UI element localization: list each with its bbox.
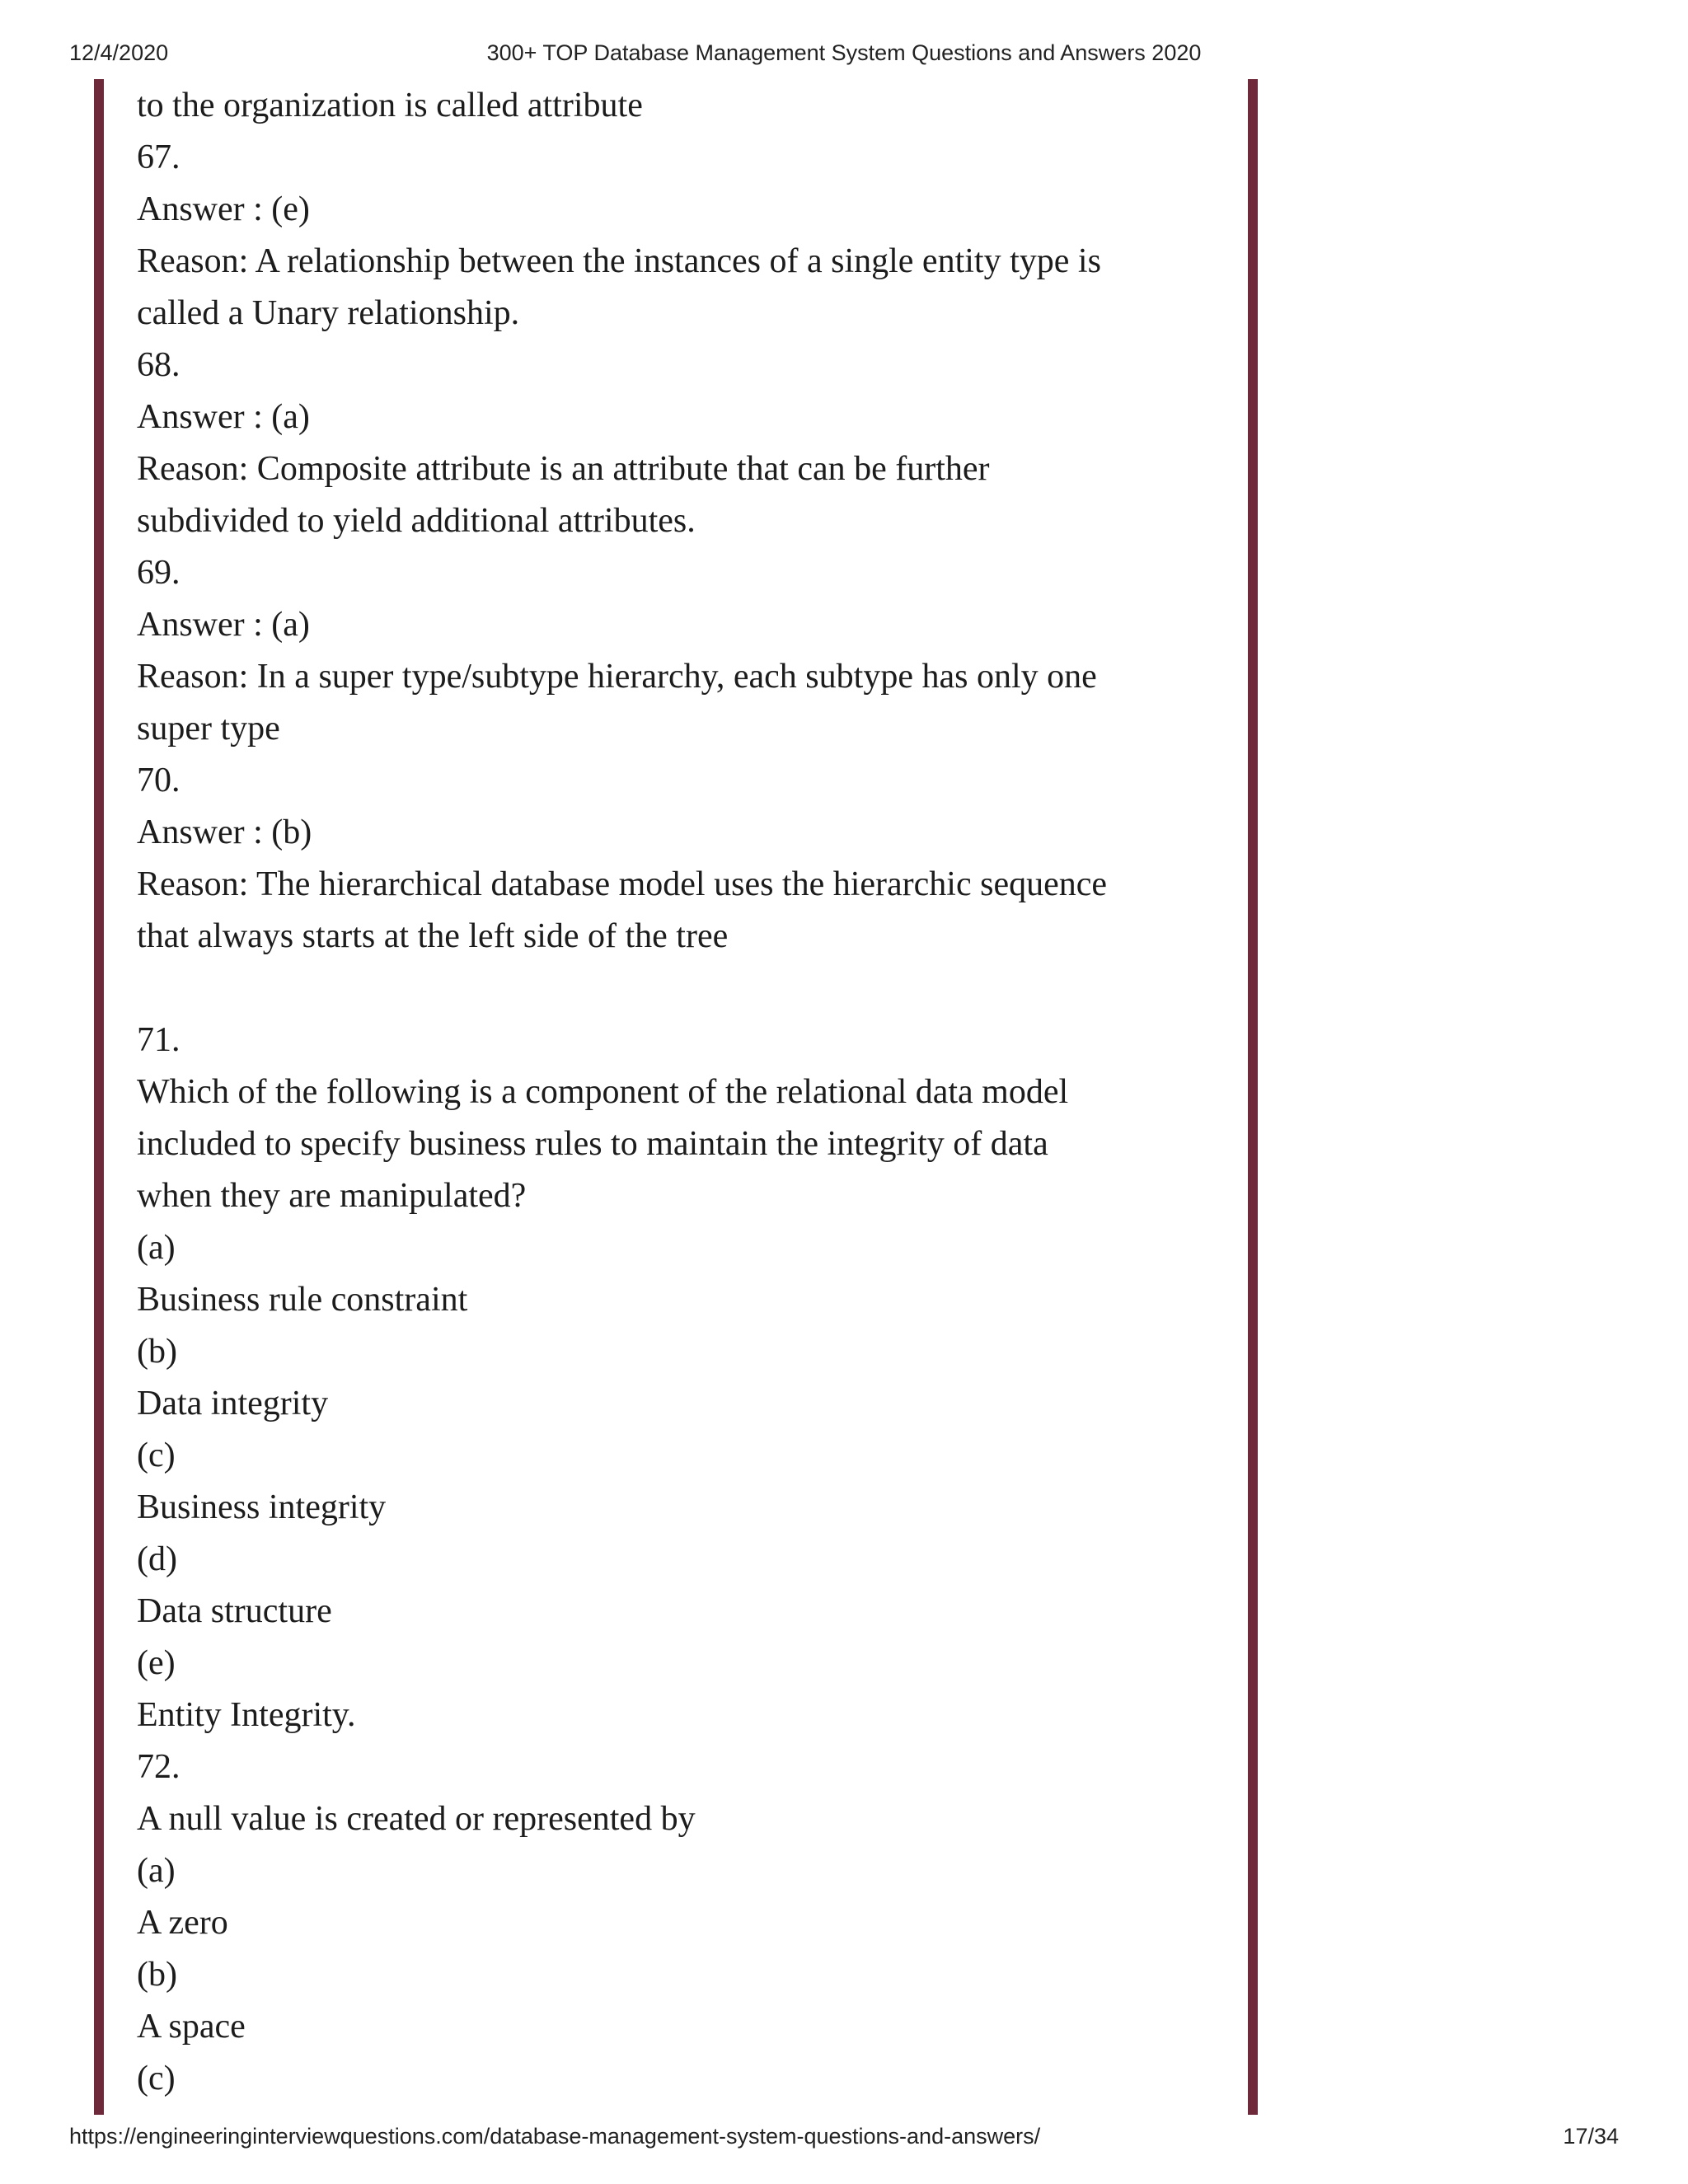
answer-label: Answer : (e) xyxy=(137,190,310,228)
question-text: A null value is created or represented by xyxy=(137,1800,696,1838)
reason-text: super type xyxy=(137,710,280,748)
question-text: when they are manipulated? xyxy=(137,1177,527,1215)
answer-number: 69. xyxy=(137,554,181,592)
text-line: to the organization is called attribute xyxy=(137,87,643,124)
answer-number: 68. xyxy=(137,346,181,384)
print-date: 12/4/2020 xyxy=(69,40,169,65)
page-title: 300+ TOP Database Management System Questions and Answers 2020 xyxy=(486,40,1202,65)
answer-label: Answer : (a) xyxy=(137,398,310,436)
page-number: 17/34 xyxy=(1563,2124,1619,2149)
option-label: (b) xyxy=(137,1956,177,1994)
answer-number: 67. xyxy=(137,138,181,176)
option-text: Business rule constraint xyxy=(137,1281,468,1319)
option-text: Data integrity xyxy=(137,1385,329,1422)
question-number: 71. xyxy=(137,1021,181,1059)
reason-text: Reason: A relationship between the instances of a single entity type is xyxy=(137,242,1101,280)
option-text: A space xyxy=(137,2008,246,2046)
answer-label: Answer : (b) xyxy=(137,813,312,851)
option-label: (a) xyxy=(137,1852,176,1890)
option-text: Entity Integrity. xyxy=(137,1696,356,1734)
blank-line xyxy=(137,963,1241,1015)
question-answer-content xyxy=(137,80,1241,2105)
option-text: Business integrity xyxy=(137,1488,387,1526)
option-text: A zero xyxy=(137,1904,228,1942)
reason-text: Reason: In a super type/subtype hierarchy, each subtype has only one xyxy=(137,658,1097,696)
left-border-bar xyxy=(94,79,104,2115)
reason-text: that always starts at the left side of the tree xyxy=(137,917,729,955)
reason-text: called a Unary relationship. xyxy=(137,294,520,332)
option-text: Data structure xyxy=(137,1592,332,1630)
answer-label: Answer : (a) xyxy=(137,606,310,644)
question-number: 72. xyxy=(137,1748,181,1786)
option-label: (d) xyxy=(137,1540,177,1578)
option-label: (c) xyxy=(137,2060,176,2097)
reason-text: Reason: The hierarchical database model uses the hierarchic sequence xyxy=(137,865,1108,903)
question-text: included to specify business rules to maintain the integrity of data xyxy=(137,1125,1048,1163)
reason-text: Reason: Composite attribute is an attribute that can be further xyxy=(137,450,990,488)
answer-number: 70. xyxy=(137,762,181,799)
option-label: (c) xyxy=(137,1436,176,1474)
right-border-bar xyxy=(1248,79,1258,2115)
option-label: (e) xyxy=(137,1644,176,1682)
option-label: (a) xyxy=(137,1229,176,1267)
question-text: Which of the following is a component of the relational data model xyxy=(137,1073,1069,1111)
reason-text: subdivided to yield additional attributes. xyxy=(137,502,696,540)
option-label: (b) xyxy=(137,1333,177,1371)
page-url: https://engineeringinterviewquestions.com/database-management-system-questions-and-answers/ xyxy=(69,2124,1041,2149)
